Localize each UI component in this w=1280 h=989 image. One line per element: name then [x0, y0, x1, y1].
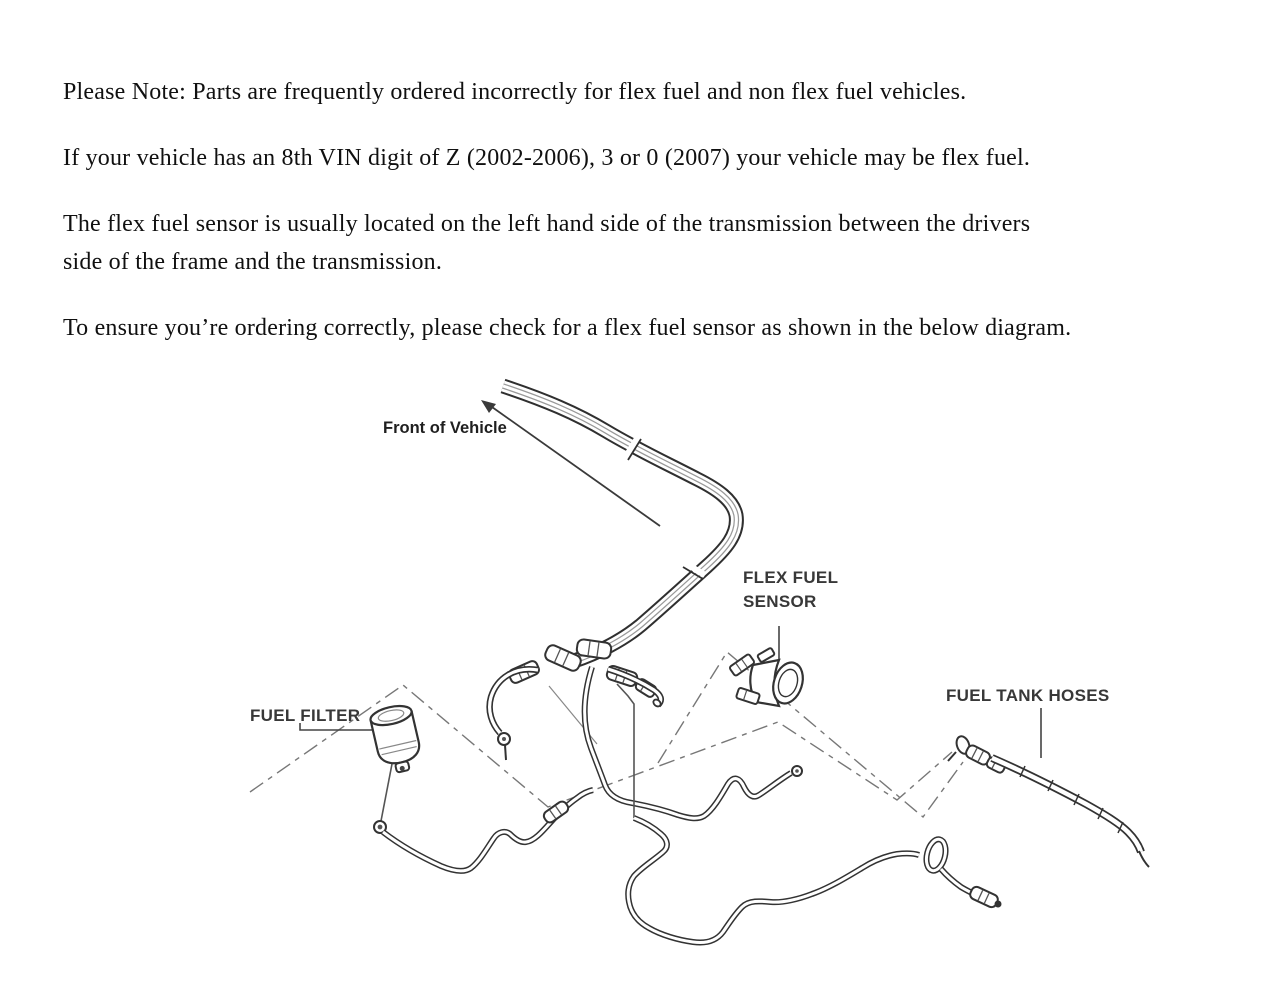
- label-fuel-filter: FUEL FILTER: [250, 706, 361, 725]
- quick-connect-cluster: [507, 639, 657, 744]
- paragraph-line: If your vehicle has an 8th VIN digit of Z (2002-2006), 3 or 0 (2007) your vehicle may be flex fuel.: [63, 145, 1031, 171]
- label-fuel-tank-hoses: FUEL TANK HOSES: [946, 686, 1110, 705]
- hose-end-ball-center: [502, 737, 506, 741]
- quick-connect-fitting: [576, 639, 612, 660]
- filter-feed-line: [374, 764, 593, 871]
- flex-fuel-sensor-drawing: [729, 626, 808, 707]
- zigzag-end-ball-center: [795, 769, 799, 773]
- main-fuel-line-bundle: [503, 386, 736, 661]
- filter-line-ball-center: [378, 825, 383, 830]
- hose-stub: [948, 752, 956, 761]
- label-front-of-vehicle: Front of Vehicle: [383, 419, 507, 437]
- hose-tail: [1139, 851, 1149, 867]
- phantom-line: [658, 652, 963, 817]
- filter-drop-line: [381, 764, 392, 821]
- label-flex-fuel-sensor: [743, 566, 838, 614]
- arrow-shaft: [492, 407, 660, 526]
- paragraph-line: side of the frame and the transmission.: [63, 249, 443, 275]
- fuel-tank-hoses-drawing: [948, 708, 1149, 867]
- hose-stub: [505, 745, 506, 760]
- label-flex-fuel-line1: FLEX FUEL: [743, 568, 839, 587]
- lower-fuel-line: [628, 818, 1001, 943]
- paragraph-line: To ensure you’re ordering correctly, please check for a flex fuel sensor as shown in the below diagram.: [63, 315, 1072, 341]
- paragraph-line: The flex fuel sensor is usually located on the left hand side of the transmission between the drivers: [63, 211, 1031, 237]
- line-end-ball: [995, 901, 1002, 908]
- paragraph-line: Please Note: Parts are frequently ordered incorrectly for flex fuel and non flex fuel vehicles.: [63, 79, 967, 105]
- arrow-head: [481, 400, 496, 413]
- label-flex-fuel-line2: SENSOR: [743, 592, 817, 611]
